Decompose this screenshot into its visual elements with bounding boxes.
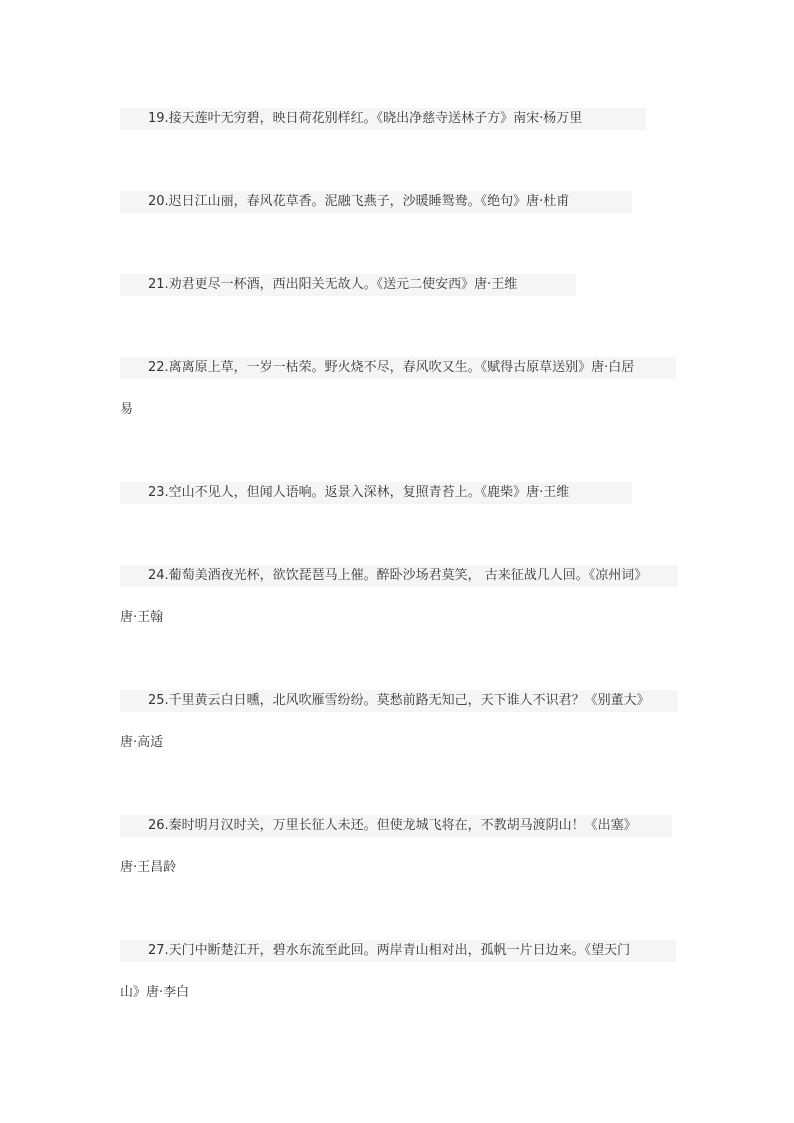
poem-23-line: 23.空山不见人，但闻人语响。返景入深林，复照青苔上。《鹿柴》唐·王维 [120,482,632,504]
poem-25-line: 25.千里黄云白日曛，北风吹雁雪纷纷。莫愁前路无知己，天下谁人不识君？《别董大》 [120,690,678,712]
poem-24-continuation: 唐·王翰 [120,610,164,625]
poem-20-line: 20.迟日江山丽，春风花草香。泥融飞燕子，沙暖睡鸳鸯。《绝句》唐·杜甫 [120,191,632,213]
poem-21-line: 21.劝君更尽一杯酒，西出阳关无故人。《送元二使安西》唐·王维 [120,274,576,296]
poem-19-line: 19.接天莲叶无穷碧，映日荷花别样红。《晓出净慈寺送林子方》南宋·杨万里 [120,108,646,130]
poem-25-continuation: 唐·高适 [120,735,164,750]
poem-27-continuation: 山》唐·李白 [120,985,190,1000]
poem-27-line: 27.天门中断楚江开，碧水东流至此回。两岸青山相对出，孤帆一片日边来。《望天门 [120,940,676,962]
poem-22-continuation: 易 [120,402,134,417]
poem-26-continuation: 唐·王昌龄 [120,860,177,875]
poem-22-line: 22.离离原上草，一岁一枯荣。野火烧不尽，春风吹又生。《赋得古原草送别》唐·白居 [120,357,676,379]
poem-24-line: 24.葡萄美酒夜光杯，欲饮琵琶马上催。醉卧沙场君莫笑， 古来征战几人回。《凉州词》 [120,565,678,587]
poem-26-line: 26.秦时明月汉时关，万里长征人未还。但使龙城飞将在，不教胡马渡阴山！《出塞》 [120,815,672,837]
